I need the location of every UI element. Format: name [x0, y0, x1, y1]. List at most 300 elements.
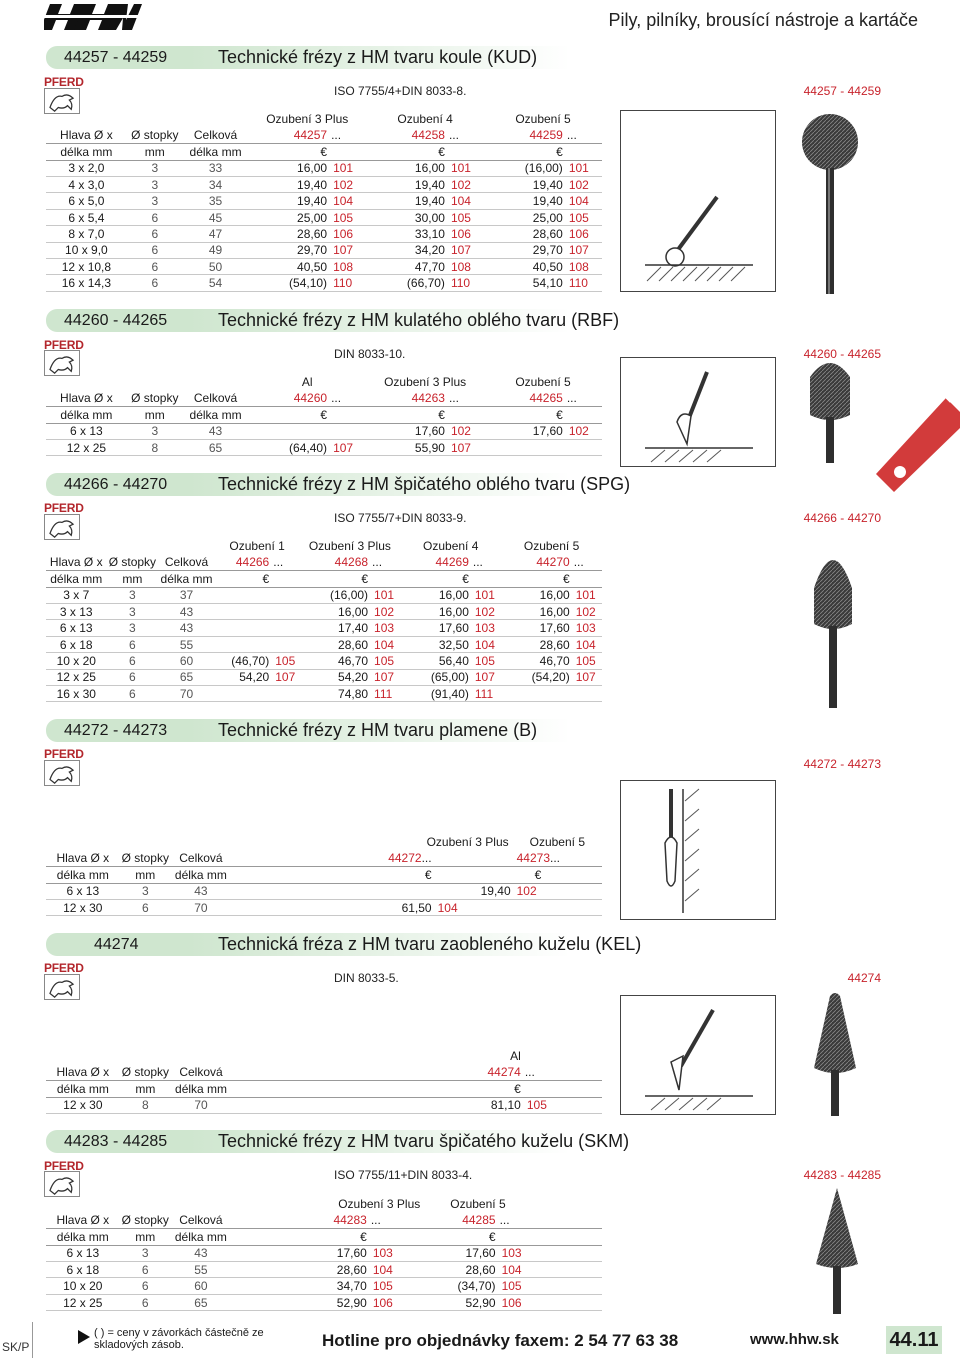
price-cell: 33,10	[366, 226, 447, 242]
shank-cell: 3	[127, 193, 183, 209]
code: 44285	[422, 1212, 497, 1228]
pferd-horse-icon	[44, 760, 80, 786]
table-row	[46, 440, 602, 456]
price-cell: 17,60	[366, 423, 447, 439]
code-dots: ...	[565, 390, 602, 406]
discount-cell: 105	[447, 209, 484, 225]
code: 44265	[484, 390, 565, 406]
discount-cell: 110	[329, 275, 366, 291]
discount-cell: 105	[329, 209, 366, 225]
discount-cell: 101	[471, 587, 501, 603]
price-cell: 16,00	[501, 587, 572, 603]
size-cell: 3 x 7	[46, 587, 107, 603]
discount-cell	[271, 604, 299, 620]
size-cell: 6 x 18	[46, 636, 107, 652]
code-value: 44272	[388, 851, 422, 866]
discount-cell: 106	[498, 1294, 602, 1310]
section-title: Technické frézy z HM kulatého oblého tvaru (RBF)	[218, 310, 620, 330]
group-header: Ozubení 5	[450, 1197, 506, 1212]
price-cell: 28,60	[501, 636, 572, 652]
size-cell: 8 x 7,0	[46, 226, 127, 242]
page-number: 44.11	[886, 1326, 942, 1354]
right-code: 44266 - 44270	[803, 511, 881, 525]
length-cell: 65	[158, 669, 214, 685]
rbf-burr-drawing	[621, 358, 775, 466]
length-cell: 54	[183, 275, 248, 291]
length-cell: 34	[183, 177, 248, 193]
col-head: délka mm	[46, 571, 107, 587]
cell: 43	[171, 883, 231, 899]
code-dots: ...	[565, 127, 602, 143]
section-code-range: 44266 - 44270	[46, 473, 190, 496]
discount-cell: 108	[565, 259, 602, 275]
ball-burr-drawing	[621, 111, 775, 291]
col-head: délka mm	[171, 1081, 231, 1097]
price-cell	[215, 604, 271, 620]
group-header: Al	[510, 1049, 521, 1064]
price-cell: 16,00	[248, 160, 329, 176]
discount-cell	[271, 587, 299, 603]
cell: 12 x 30	[46, 900, 120, 916]
price-cell: 25,00	[484, 209, 565, 225]
section-code-range: 44272 - 44273	[46, 719, 190, 742]
section-title: Technická fréza z HM tvaru zaobleného kuželu (KEL)	[218, 934, 642, 954]
length-cell: 43	[183, 423, 248, 439]
price-cell: 56,40	[400, 653, 471, 669]
discount-cell: 106	[369, 1294, 422, 1310]
price-cell: 17,40	[299, 620, 370, 636]
price-cell: (54,20)	[501, 669, 572, 685]
norm-text: ISO 7755/7+DIN 8033-9.	[334, 511, 467, 525]
code-dots: ...	[550, 851, 561, 866]
pferd-horse-icon	[44, 974, 80, 1000]
shank-cell: 6	[107, 669, 159, 685]
col-head: mm	[120, 1081, 171, 1097]
col-head: délka mm	[46, 867, 120, 883]
section-code-range: 44283 - 44285	[46, 1130, 190, 1153]
length-cell: 43	[158, 620, 214, 636]
hhw-logo	[44, 2, 142, 32]
currency: €	[215, 571, 271, 587]
group-header: Ozubení 5	[515, 375, 571, 390]
discount-cell: 104	[434, 900, 513, 916]
price-cell: 30,00	[366, 209, 447, 225]
group-header: Ozubení 1	[229, 539, 285, 554]
size-cell: 12 x 25	[46, 669, 107, 685]
shank-cell: 6	[120, 1262, 171, 1278]
size-cell: 10 x 9,0	[46, 242, 127, 258]
size-cell: 12 x 25	[46, 440, 127, 456]
price-cell	[215, 620, 271, 636]
col-head: Ø stopky	[107, 554, 159, 570]
product-table	[46, 374, 602, 456]
shank-cell: 6	[127, 275, 183, 291]
length-cell: 43	[158, 604, 214, 620]
length-cell: 33	[183, 160, 248, 176]
cell: 12 x 30	[46, 1097, 120, 1113]
pferd-horse-icon	[44, 350, 80, 376]
kel-burr-drawing	[621, 996, 775, 1114]
kel-burr-photo-icon	[808, 990, 862, 1118]
pferd-brand: PFERD	[44, 75, 84, 89]
discount-cell: 105	[471, 653, 501, 669]
section-code-range: 44260 - 44265	[46, 309, 190, 332]
discount-cell: 102	[565, 177, 602, 193]
product-table	[46, 538, 602, 702]
code: 44274	[467, 1064, 523, 1080]
discount-cell: 103	[471, 620, 501, 636]
currency: €	[231, 1229, 369, 1245]
code-dots: ...	[370, 554, 400, 570]
discount-cell: 107	[471, 669, 501, 685]
discount-cell: 102	[513, 883, 602, 899]
section-code-range: 44257 - 44259	[46, 46, 190, 69]
price-cell: 61,50	[309, 900, 433, 916]
size-cell: 16 x 14,3	[46, 275, 127, 291]
price-cell: 19,40	[248, 193, 329, 209]
price-cell: (66,70)	[366, 275, 447, 291]
shank-cell: 3	[107, 620, 159, 636]
price-cell: (64,40)	[248, 440, 329, 456]
code-dots: ...	[369, 1212, 422, 1228]
price-cell: 28,60	[484, 226, 565, 242]
length-cell: 45	[183, 209, 248, 225]
table-row	[46, 275, 602, 291]
discount-cell: 104	[565, 193, 602, 209]
length-cell: 37	[158, 587, 214, 603]
right-code: 44283 - 44285	[803, 1168, 881, 1182]
discount-cell: 110	[447, 275, 484, 291]
price-cell	[215, 587, 271, 603]
price-cell: (16,00)	[484, 160, 565, 176]
triangle-bullet-icon	[78, 1330, 90, 1344]
length-cell: 60	[158, 653, 214, 669]
price-cell: 19,40	[366, 177, 447, 193]
group-header: Ozubení 5	[529, 835, 585, 850]
table-row	[46, 686, 602, 702]
length-cell: 55	[171, 1262, 231, 1278]
price-cell: 32,50	[400, 636, 471, 652]
code-dots: ...	[329, 390, 366, 406]
discount-cell: 103	[370, 620, 400, 636]
right-code: 44260 - 44265	[803, 347, 881, 361]
price-cell: 16,00	[400, 604, 471, 620]
code-dots: ...	[447, 127, 484, 143]
website-link[interactable]: www.hhw.sk	[750, 1331, 839, 1348]
price-cell: 40,50	[484, 259, 565, 275]
shank-cell: 3	[107, 587, 159, 603]
product-usage-illustration	[620, 110, 776, 292]
col-head: mm	[127, 144, 183, 160]
col-head: délka mm	[171, 867, 231, 883]
discount-cell: 103	[498, 1245, 602, 1261]
group-header: Ozubení 4	[397, 112, 453, 127]
discount-cell: 107	[370, 669, 400, 685]
hotline-text: Hotline pro objednávky faxem: 2 54 77 63 38	[322, 1331, 679, 1350]
table-row	[46, 160, 602, 176]
price-cell: 25,00	[248, 209, 329, 225]
catalog-category: Pily, pilníky, brousící nástroje a kartáče	[608, 10, 918, 30]
cell: 6	[120, 900, 171, 916]
price-cell: 16,00	[299, 604, 370, 620]
size-cell: 10 x 20	[46, 653, 107, 669]
pferd-brand: PFERD	[44, 501, 84, 515]
table-row	[46, 587, 602, 603]
col-head: Hlava Ø x	[46, 127, 127, 143]
size-cell: 12 x 10,8	[46, 259, 127, 275]
norm-text: ISO 7755/4+DIN 8033-8.	[334, 84, 467, 98]
price-cell: 34,70	[231, 1278, 369, 1294]
length-cell: 55	[158, 636, 214, 652]
section-title: Technické frézy z HM špičatého oblého tvaru (SPG)	[218, 474, 631, 494]
price-cell: 54,20	[299, 669, 370, 685]
group-header: Ozubení 4	[423, 539, 479, 554]
discount-cell: 105	[370, 653, 400, 669]
footer-divider	[32, 1322, 33, 1358]
discount-cell	[271, 620, 299, 636]
col-head: mm	[107, 571, 159, 587]
discount-cell: 102	[572, 604, 602, 620]
col-head: délka mm	[183, 144, 248, 160]
group-header: Ozubení 5	[515, 112, 571, 127]
discount-cell: 107	[572, 669, 602, 685]
discount-cell: 108	[329, 259, 366, 275]
price-cell: 17,60	[231, 1245, 369, 1261]
product-table	[46, 1048, 602, 1114]
code	[309, 850, 433, 866]
pferd-brand: PFERD	[44, 1159, 84, 1173]
code: 44283	[231, 1212, 369, 1228]
price-cell: 16,00	[400, 587, 471, 603]
discount-cell: 105	[498, 1278, 602, 1294]
discount-cell: 107	[565, 242, 602, 258]
col-head: Hlava Ø x	[46, 850, 120, 866]
right-code: 44257 - 44259	[803, 84, 881, 98]
price-cell: 28,60	[299, 636, 370, 652]
group-header: Ozubení 3 Plus	[384, 375, 467, 390]
discount-cell: 105	[523, 1097, 602, 1113]
col-head: Celková	[171, 1212, 231, 1228]
col-head: délka mm	[171, 1229, 231, 1245]
discount-cell: 107	[447, 242, 484, 258]
table-row	[46, 1278, 602, 1294]
product-usage-illustration	[620, 357, 776, 467]
discount-cell: 102	[565, 423, 602, 439]
price-cell: 28,60	[248, 226, 329, 242]
norm-text: DIN 8033-10.	[334, 347, 406, 361]
saw-blade-icon	[876, 388, 960, 498]
price-footnote: ( ) = ceny v závorkách částečně ze skladových zásob.	[94, 1327, 264, 1351]
discount-cell: 104	[370, 636, 400, 652]
code-dots: ...	[421, 851, 432, 866]
price-cell: 19,40	[366, 193, 447, 209]
currency: €	[366, 144, 447, 160]
length-cell: 49	[183, 242, 248, 258]
shank-cell: 6	[107, 636, 159, 652]
price-cell: 52,90	[231, 1294, 369, 1310]
group-header: Ozubení 3 Plus	[426, 835, 509, 850]
product-usage-illustration	[620, 995, 776, 1115]
length-cell: 47	[183, 226, 248, 242]
price-cell: 16,00	[501, 604, 572, 620]
pferd-brand: PFERD	[44, 747, 84, 761]
code: 44257	[248, 127, 329, 143]
currency: €	[299, 571, 370, 587]
length-cell: 50	[183, 259, 248, 275]
code-dots: ...	[271, 554, 299, 570]
discount-cell: 101	[565, 160, 602, 176]
code: 44266	[215, 554, 271, 570]
price-cell	[484, 440, 565, 456]
section-code-range: 44274	[46, 933, 190, 956]
price-cell	[248, 423, 329, 439]
price-cell: 81,10	[467, 1097, 523, 1113]
discount-cell: 107	[329, 242, 366, 258]
pferd-horse-icon	[44, 514, 80, 540]
price-cell: 74,80	[299, 686, 370, 702]
pferd-horse-icon	[44, 1171, 80, 1197]
discount-cell: 101	[572, 587, 602, 603]
discount-cell: 108	[447, 259, 484, 275]
price-cell: 40,50	[248, 259, 329, 275]
group-header: Ozubení 3 Plus	[266, 112, 349, 127]
discount-cell: 102	[329, 177, 366, 193]
col-head: Hlava Ø x	[46, 554, 107, 570]
group-header: Ozubení 5	[523, 539, 580, 554]
code	[513, 850, 602, 866]
code: 44263	[366, 390, 447, 406]
discount-cell	[572, 686, 602, 702]
col-head: Hlava Ø x	[46, 1212, 120, 1228]
code-dots: ...	[523, 1064, 602, 1080]
group-header: Ozubení 3 Plus	[338, 1197, 421, 1212]
shank-cell: 6	[127, 226, 183, 242]
group-header: Ozubení 3 Plus	[308, 539, 391, 554]
code-dots: ...	[572, 554, 602, 570]
size-cell: 16 x 30	[46, 686, 107, 702]
product-table	[46, 834, 602, 916]
price-cell	[501, 686, 572, 702]
discount-cell: 107	[271, 669, 299, 685]
col-head: Ø stopky	[121, 851, 169, 866]
discount-cell: 104	[447, 193, 484, 209]
col-head: mm	[120, 1229, 171, 1245]
length-cell: 70	[158, 686, 214, 702]
table-row	[46, 242, 602, 258]
price-cell: 17,60	[400, 620, 471, 636]
shank-cell: 6	[127, 259, 183, 275]
shank-cell: 6	[107, 653, 159, 669]
discount-cell: 102	[447, 177, 484, 193]
currency: €	[248, 144, 329, 160]
code-dots: ...	[471, 554, 501, 570]
price-cell: 55,90	[366, 440, 447, 456]
currency: €	[484, 144, 565, 160]
rbf-burr-photo-icon	[802, 355, 858, 465]
right-code: 44274	[847, 971, 881, 985]
price-cell: 29,70	[484, 242, 565, 258]
currency: €	[309, 867, 433, 883]
code: 44258	[366, 127, 447, 143]
table-row	[46, 423, 602, 439]
code-dots: ...	[329, 127, 366, 143]
discount-cell: 107	[329, 440, 366, 456]
discount-cell: 101	[370, 587, 400, 603]
cell: 3	[120, 883, 171, 899]
size-cell: 6 x 5,0	[46, 193, 127, 209]
currency: €	[248, 407, 329, 423]
col-head: délka mm	[46, 1081, 120, 1097]
size-cell: 12 x 25	[46, 1294, 120, 1310]
price-cell: 16,00	[366, 160, 447, 176]
price-cell: 52,90	[422, 1294, 497, 1310]
length-cell: 43	[171, 1245, 231, 1261]
discount-cell: 101	[329, 160, 366, 176]
price-cell: 54,20	[215, 669, 271, 685]
table-row	[46, 653, 602, 669]
length-cell: 65	[171, 1294, 231, 1310]
discount-cell	[271, 636, 299, 652]
discount-cell: 101	[447, 160, 484, 176]
discount-cell: 105	[565, 209, 602, 225]
discount-cell: 105	[271, 653, 299, 669]
region-label: SK/P	[2, 1340, 30, 1354]
discount-cell: 102	[370, 604, 400, 620]
currency: €	[400, 571, 471, 587]
code: 44269	[400, 554, 471, 570]
spg-burr-photo-icon	[808, 538, 858, 710]
shank-cell: 6	[127, 209, 183, 225]
discount-cell: 106	[329, 226, 366, 242]
flame-burr-drawing	[621, 781, 775, 919]
col-head: délka mm	[46, 407, 127, 423]
price-cell: 28,60	[422, 1262, 497, 1278]
pferd-brand: PFERD	[44, 338, 84, 352]
col-head: Ø stopky	[121, 1065, 170, 1080]
shank-cell: 3	[107, 604, 159, 620]
price-cell: 29,70	[248, 242, 329, 258]
shank-cell: 3	[127, 177, 183, 193]
table-row	[46, 620, 602, 636]
price-cell: 17,60	[422, 1245, 497, 1261]
table-row	[46, 226, 602, 242]
shank-cell: 6	[120, 1278, 171, 1294]
price-cell	[215, 686, 271, 702]
discount-cell: 103	[572, 620, 602, 636]
size-cell: 6 x 18	[46, 1262, 120, 1278]
shank-cell: 6	[107, 686, 159, 702]
shank-cell: 3	[120, 1245, 171, 1261]
currency: €	[484, 407, 565, 423]
section-title: Technické frézy z HM tvaru plamene (B)	[218, 720, 538, 740]
col-head: délka mm	[46, 1229, 120, 1245]
shank-cell: 3	[127, 160, 183, 176]
section-title: Technické frézy z HM tvaru koule (KUD)	[218, 47, 538, 67]
code: 44260	[248, 390, 329, 406]
col-head: Celková	[183, 127, 248, 143]
price-cell: 19,40	[248, 177, 329, 193]
price-cell: (16,00)	[299, 587, 370, 603]
code: 44270	[501, 554, 572, 570]
col-head: mm	[127, 407, 183, 423]
discount-cell: 107	[447, 440, 484, 456]
currency: €	[501, 571, 572, 587]
cell: 8	[120, 1097, 171, 1113]
discount-cell: 111	[370, 686, 400, 702]
price-cell: (46,70)	[215, 653, 271, 669]
norm-text: DIN 8033-5.	[334, 971, 399, 985]
discount-cell: 111	[471, 686, 501, 702]
